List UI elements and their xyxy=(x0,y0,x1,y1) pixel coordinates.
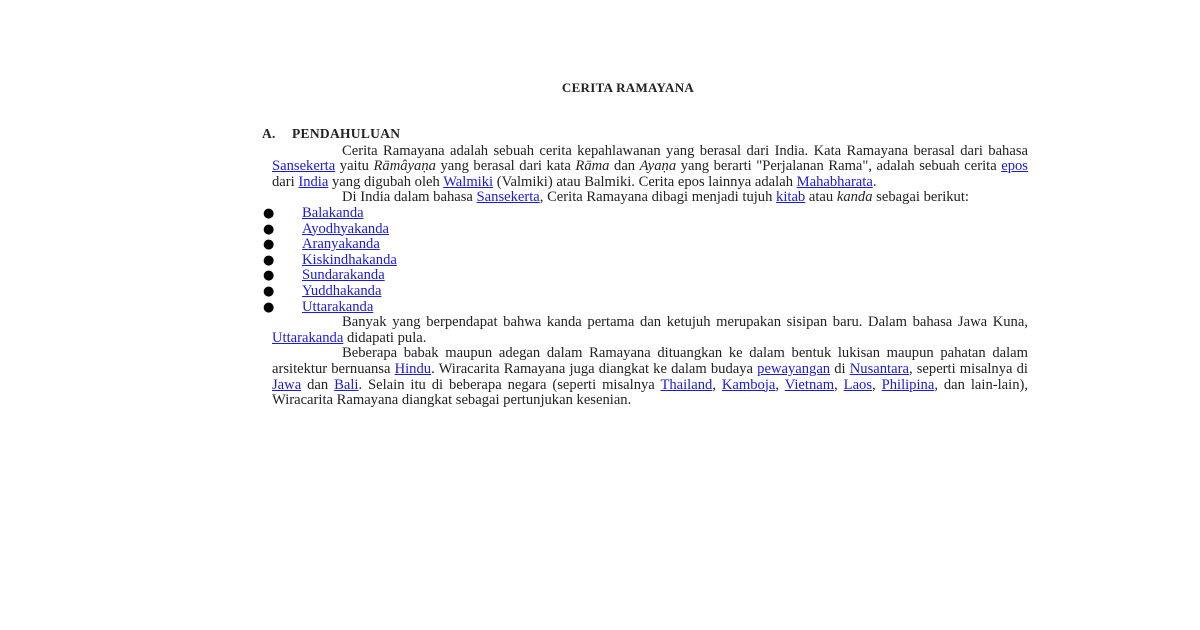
kanda-list xyxy=(263,204,1028,315)
paragraph-uttarakanda xyxy=(272,315,1028,346)
text: , dan lain-lain), Wiracarita Ramayana diangkat sebagai pertunjukan kesenian. xyxy=(272,376,1029,409)
link-kanda[interactable]: Aranyakanda xyxy=(302,236,380,253)
term-ayana: Ayaṇa xyxy=(639,158,677,175)
section-title: PENDAHULUAN xyxy=(292,126,401,141)
list-item xyxy=(263,220,1028,238)
link-jawa[interactable]: Jawa xyxy=(272,376,302,393)
text: didapati pula. xyxy=(343,329,427,346)
text: yang berasal dari kata xyxy=(435,158,576,175)
text: dari xyxy=(272,173,299,190)
text: atau xyxy=(805,189,837,206)
text: dan xyxy=(301,376,335,393)
text: yang digubah oleh xyxy=(328,173,444,190)
section-number: A. xyxy=(262,126,276,141)
bullet-icon: ● xyxy=(263,299,275,315)
text: . xyxy=(872,173,877,190)
term-rama: Rāma xyxy=(575,158,610,175)
document-body xyxy=(262,126,1029,409)
paragraph-intro xyxy=(272,144,1028,191)
text: , xyxy=(775,376,785,393)
link-laos[interactable]: Laos xyxy=(843,376,873,393)
link-kanda[interactable]: Balakanda xyxy=(302,204,364,221)
link-india[interactable]: India xyxy=(298,173,329,190)
link-kanda[interactable]: Uttarakanda xyxy=(302,298,374,315)
text: , seperti misalnya di xyxy=(908,360,1028,377)
list-item xyxy=(263,298,1028,316)
term-kanda: kanda xyxy=(836,189,873,206)
list-item xyxy=(263,251,1028,269)
section-heading xyxy=(262,126,1028,142)
link-hindu[interactable]: Hindu xyxy=(394,360,432,377)
text: , xyxy=(834,376,844,393)
link-bali[interactable]: Bali xyxy=(334,376,359,393)
text: , Cerita Ramayana dibagi menjadi tujuh xyxy=(539,189,777,206)
link-kanda[interactable]: Kiskindhakanda xyxy=(302,251,397,268)
link-nusantara[interactable]: Nusantara xyxy=(849,360,909,377)
text: yaitu xyxy=(335,158,374,175)
paragraph-culture xyxy=(272,346,1028,408)
list-item xyxy=(263,282,1028,300)
text: Cerita Ramayana adalah sebuah cerita kepahlawanan yang berasal dari India. Kata Ramayana berasal dari bahasa xyxy=(342,142,1028,159)
text: , xyxy=(712,376,722,393)
bullet-icon: ● xyxy=(263,205,275,221)
link-kamboja[interactable]: Kamboja xyxy=(721,376,776,393)
text: . Selain itu di beberapa negara (seperti misalnya xyxy=(358,376,661,393)
link-kanda[interactable]: Yuddhakanda xyxy=(302,282,382,299)
bullet-icon: ● xyxy=(263,268,275,284)
link-sansekerta-2[interactable]: Sansekerta xyxy=(476,189,540,206)
text: Di India dalam bahasa xyxy=(342,189,477,206)
link-kitab[interactable]: kitab xyxy=(776,189,806,206)
link-thailand[interactable]: Thailand xyxy=(660,376,713,393)
list-item xyxy=(263,204,1028,222)
link-walmiki[interactable]: Walmiki xyxy=(443,173,494,190)
text: . Wiracarita Ramayana juga diangkat ke dalam budaya xyxy=(431,360,758,377)
bullet-icon: ● xyxy=(263,283,275,299)
text: Beberapa babak maupun adegan dalam Ramayana dituangkan ke dalam bentuk lukisan maupun pahatan dalam arsitektur bernuansa xyxy=(272,345,1028,377)
paragraph-division xyxy=(272,190,1028,206)
link-vietnam[interactable]: Vietnam xyxy=(784,376,835,393)
list-item xyxy=(263,236,1028,253)
link-mahabharata[interactable]: Mahabharata xyxy=(796,173,873,190)
link-uttarakanda[interactable]: Uttarakanda xyxy=(272,329,344,346)
text: Banyak yang berpendapat bahwa kanda pertama dan ketujuh merupakan sisipan baru. Dalam bahasa Jawa Kuna, xyxy=(342,314,1028,331)
bullet-icon: ● xyxy=(263,237,275,253)
text: (Valmiki) atau Balmiki. Cerita epos lainnya adalah xyxy=(493,173,797,190)
text: sebagai berikut: xyxy=(872,189,969,206)
text: yang berarti "Perjalanan Rama", adalah sebuah cerita xyxy=(676,158,1002,175)
text: , xyxy=(872,376,882,393)
link-kanda[interactable]: Ayodhyakanda xyxy=(302,220,390,237)
link-epos[interactable]: epos xyxy=(1001,158,1028,175)
document-title: CERITA RAMAYANA xyxy=(561,80,695,95)
list-item xyxy=(263,267,1028,284)
bullet-icon: ● xyxy=(263,221,275,237)
text: dan xyxy=(609,158,640,175)
link-philipina[interactable]: Philipina xyxy=(881,376,935,393)
link-sansekerta[interactable]: Sansekerta xyxy=(272,158,336,175)
link-pewayangan[interactable]: pewayangan xyxy=(757,360,831,377)
bullet-icon: ● xyxy=(263,252,275,268)
term-ramayana: Rāmâyaṇa xyxy=(373,158,436,175)
link-kanda[interactable]: Sundarakanda xyxy=(302,267,385,284)
text: di xyxy=(830,360,850,377)
